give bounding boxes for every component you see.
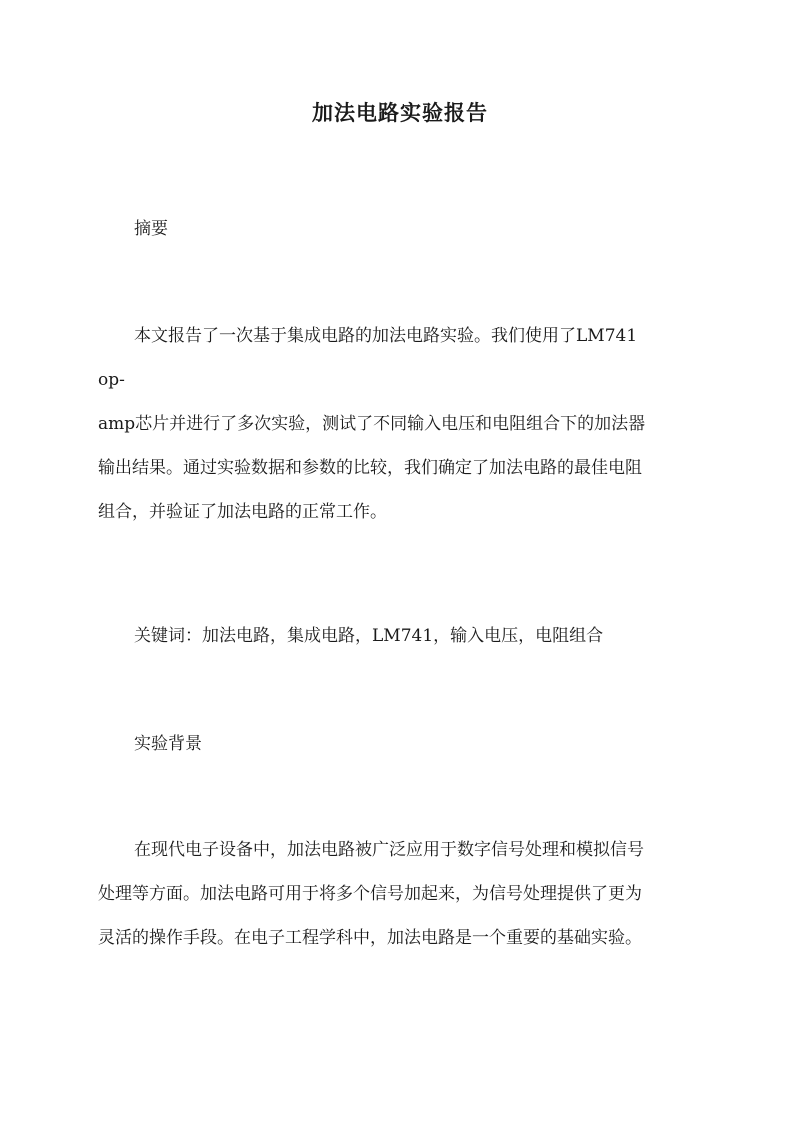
background-line: 处理等方面。加法电路可用于将多个信号加起来，为信号处理提供了更为 (98, 884, 642, 904)
abstract-line: 组合，并验证了加法电路的正常工作。 (98, 502, 387, 522)
background-line: 灵活的操作手段。在电子工程学科中，加法电路是一个重要的基础实验。 (98, 928, 642, 948)
abstract-line: 本文报告了一次基于集成电路的加法电路实验。我们使用了LM741 (134, 326, 638, 346)
background-line: 在现代电子设备中，加法电路被广泛应用于数字信号处理和模拟信号 (134, 840, 644, 860)
abstract-paragraph (98, 314, 704, 534)
background-paragraph (98, 828, 704, 960)
abstract-line: op- (98, 370, 125, 390)
background-heading: 实验背景 (134, 734, 202, 754)
abstract-heading: 摘要 (134, 219, 168, 239)
document-title: 加法电路实验报告 (312, 100, 488, 125)
abstract-line: 输出结果。通过实验数据和参数的比较，我们确定了加法电路的最佳电阻 (98, 458, 642, 478)
keywords-line: 关键词：加法电路，集成电路，LM741，输入电压，电阻组合 (134, 626, 604, 646)
abstract-line: amp芯片并进行了多次实验，测试了不同输入电压和电阻组合下的加法器 (98, 414, 646, 434)
